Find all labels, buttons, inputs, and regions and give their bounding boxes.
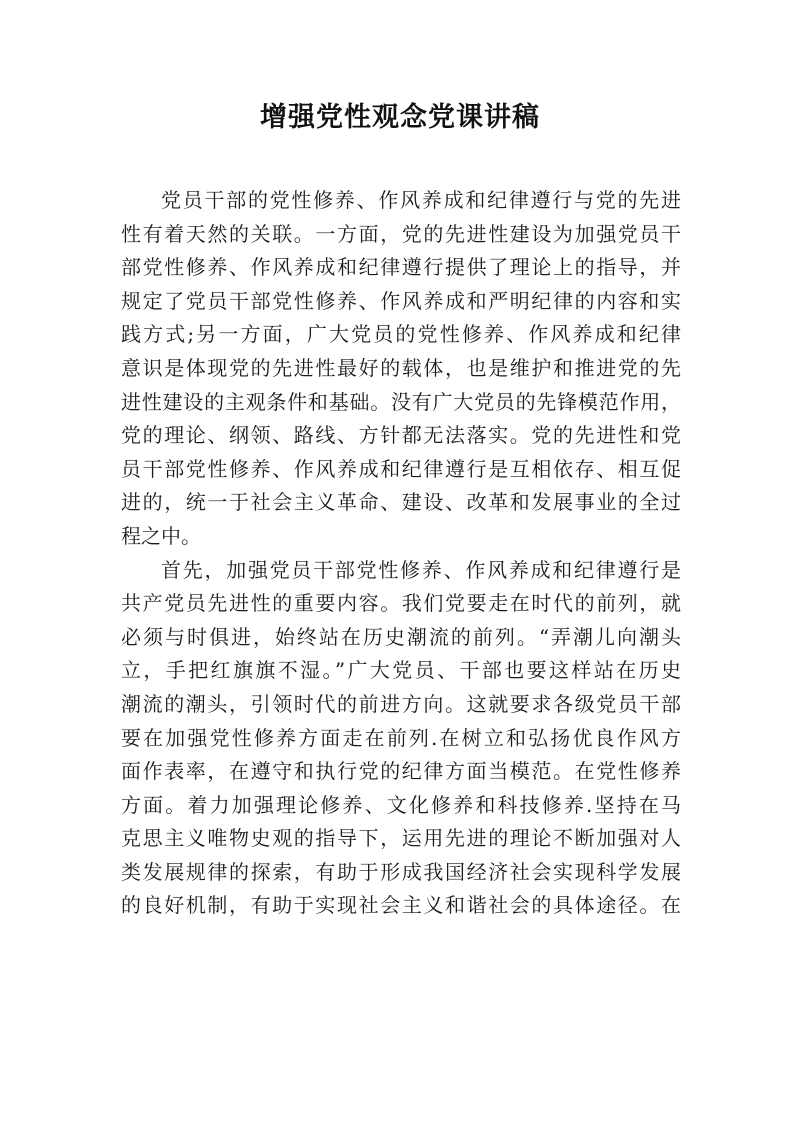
paragraph-2	[121, 554, 681, 924]
text-line: 面作表率，在遵守和执行党的纪律方面当模范。在党性修养	[121, 759, 681, 784]
text-line: 党员干部的党性修养、作风养成和纪律遵行与党的先进	[161, 188, 681, 212]
document-body	[121, 184, 681, 923]
text-line: 要在加强党性修养方面走在前列.在树立和弘扬优良作风方	[121, 725, 681, 750]
text-line: 部党性修养、作风养成和纪律遵行提供了理论上的指导，并	[121, 255, 681, 280]
text-line: 性有着天然的关联。一方面，党的先进性建设为加强党员干	[121, 221, 681, 246]
text-line: 进性建设的主观条件和基础。没有广大党员的先锋模范作用，	[121, 389, 681, 414]
text-line: 首先，加强党员干部党性修养、作风养成和纪律遵行是	[161, 557, 681, 582]
text-line: 方面。着力加强理论修养、文化修养和科技修养.坚持在马	[121, 792, 681, 817]
text-line: 进的，统一于社会主义革命、建设、改革和发展事业的全过	[121, 490, 681, 515]
text-line: 的良好机制，有助于实现社会主义和谐社会的具体途径。在	[121, 893, 681, 918]
text-line: 潮流的潮头，引领时代的前进方向。这就要求各级党员干部	[121, 691, 681, 716]
text-line: 类发展规律的探索，有助于形成我国经济社会实现科学发展	[121, 859, 681, 884]
text-line: 党的理论、纲领、路线、方针都无法落实。党的先进性和党	[121, 423, 681, 448]
text-line: 共产党员先进性的重要内容。我们党要走在时代的前列，就	[121, 591, 681, 616]
text-line: 规定了党员干部党性修养、作风养成和严明纪律的内容和实	[121, 288, 681, 313]
text-line: 践方式;另一方面，广大党员的党性修养、作风养成和纪律	[121, 322, 681, 347]
text-line: 程之中。	[121, 523, 201, 548]
text-line: 意识是体现党的先进性最好的载体，也是维护和推进党的先	[121, 355, 681, 380]
text-line: 必须与时俱进，始终站在历史潮流的前列。“弄潮儿向潮头	[121, 624, 681, 649]
document-title: 增强党性观念党课讲稿	[260, 102, 540, 133]
text-line: 克思主义唯物史观的指导下，运用先进的理论不断加强对人	[121, 826, 681, 851]
text-line: 员干部党性修养、作风养成和纪律遵行是互相依存、相互促	[121, 456, 681, 481]
paragraph-1	[121, 184, 681, 554]
text-line: 立，手把红旗旗不湿。”广大党员、干部也要这样站在历史	[121, 658, 681, 683]
